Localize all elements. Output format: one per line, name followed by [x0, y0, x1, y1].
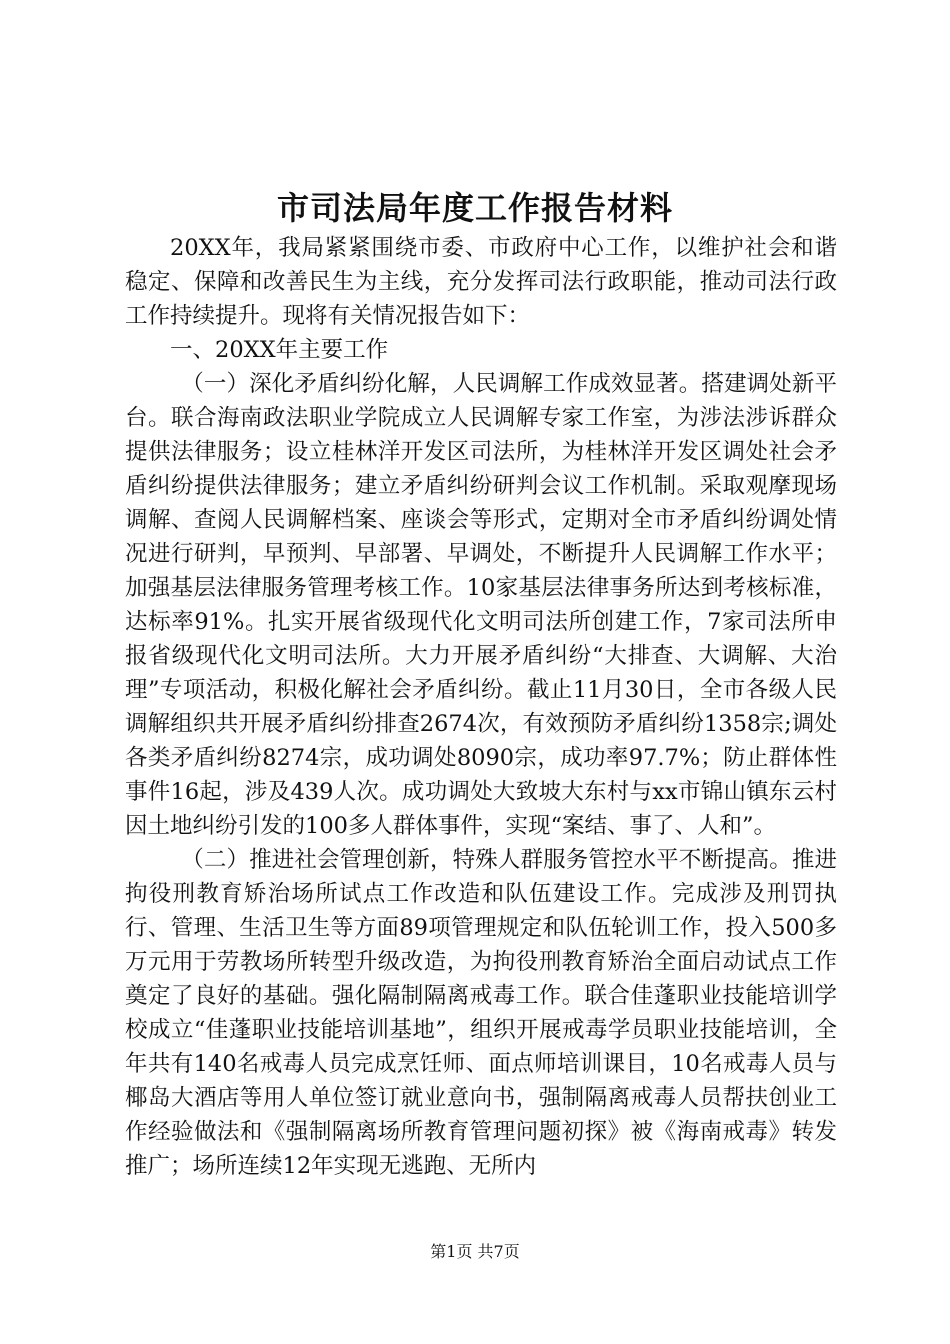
- subsection-paragraph-1: （一）深化矛盾纠纷化解，人民调解工作成效显著。搭建调处新平台。联合海南政法职业学院成立人民调解专家工作室，为涉法涉诉群众提供法律服务；设立桂林洋开发区司法所，为桂林洋开发区调处社会矛盾纠纷提供法律服务；建立矛盾纠纷研判会议工作机制。采取观摩现场调解、查阅人民调解档案、座谈会等形式，定期对全市矛盾纠纷调处情况进行研判，早预判、早部署、早调处，不断提升人民调解工作水平；加强基层法律服务管理考核工作。10家基层法律事务所达到考核标准，达标率91%。扎实开展省级现代化文明司法所创建工作，7家司法所申报省级现代化文明司法所。大力开展矛盾纠纷“大排查、大调解、大治理”专项活动，积极化解社会矛盾纠纷。截止11月30日，全市各级人民调解组织共开展矛盾纠纷排查2674次，有效预防矛盾纠纷1358宗;调处各类矛盾纠纷8274宗，成功调处8090宗，成功率97.7%；防止群体性事件16起，涉及439人次。成功调处大致坡大东村与xx市锦山镇东云村因土地纠纷引发的100多人群体事件，实现“案结、事了、人和”。: [125, 371, 837, 839]
- document-body: [125, 231, 837, 1183]
- section-heading: 一、20XX年主要工作: [170, 337, 389, 363]
- document-title: 市司法局年度工作报告材料: [276, 189, 673, 227]
- intro-paragraph: 20XX年，我局紧紧围绕市委、市政府中心工作，以维护社会和谐稳定、保障和改善民生为主线，充分发挥司法行政职能，推动司法行政工作持续提升。现将有关情况报告如下：: [125, 235, 837, 329]
- page-footer: 第1页 共7页: [430, 1242, 520, 1261]
- subsection-paragraph-2: （二）推进社会管理创新，特殊人群服务管控水平不断提高。推进拘役刑教育矫治场所试点工作改造和队伍建设工作。完成涉及刑罚执行、管理、生活卫生等方面89项管理规定和队伍轮训工作，投入500多万元用于劳教场所转型升级改造，为拘役刑教育矫治全面启动试点工作奠定了良好的基础。强化隔制隔离戒毒工作。联合佳蓬职业技能培训学校成立“佳蓬职业技能培训基地”，组织开展戒毒学员职业技能培训，全年共有140名戒毒人员完成烹饪师、面点师培训课目，10名戒毒人员与椰岛大酒店等用人单位签订就业意向书，强制隔离戒毒人员帮扶创业工作经验做法和《强制隔离场所教育管理问题初探》被《海南戒毒》转发推广；场所连续12年实现无逃跑、无所内: [125, 847, 837, 1179]
